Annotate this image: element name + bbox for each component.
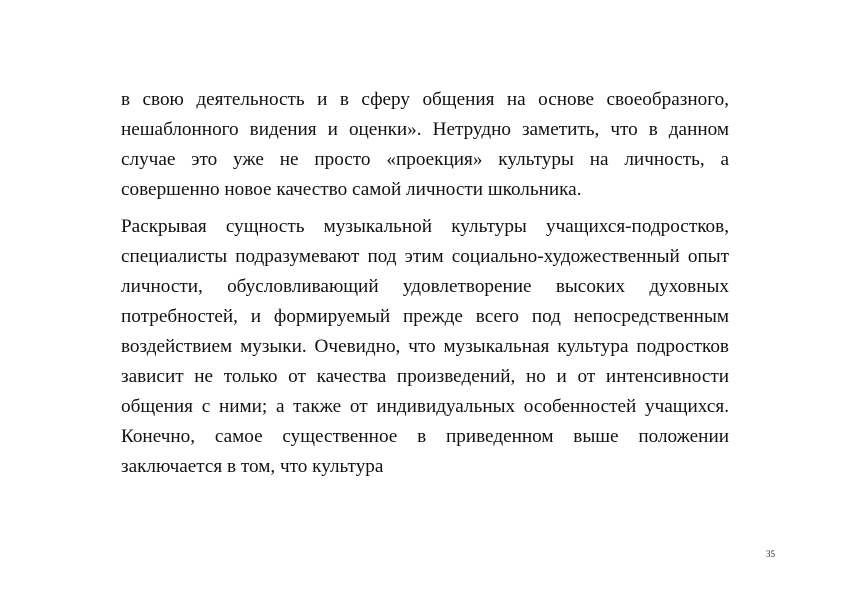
document-body — [121, 85, 729, 482]
paragraph-2: Раскрывая сущность музыкальной культуры учащихся-подростков, специалисты подразумевают под этим социально-художественный опыт личности, обусловливающий удовлетворение высоких духовных потребностей, и формируемый прежде всего под непосредственным воздействием музыки. Очевидно, что музыкальная культура подростков зависит не только от качества произведений, но и от интенсивности общения с ними; а также от индивидуальных особенностей учащихся. Конечно, самое существенное в приведенном выше положении заключается в том, что культура — [121, 216, 729, 477]
paragraph-1: в свою деятельность и в сферу общения на основе своеобразного, нешаблонного видения и оценки». Нетрудно заметить, что в данном случае это уже не просто «проекция» культуры на личность, а совершенно новое качество самой личности школьника. — [121, 89, 729, 200]
page-number: 35 — [766, 549, 775, 559]
